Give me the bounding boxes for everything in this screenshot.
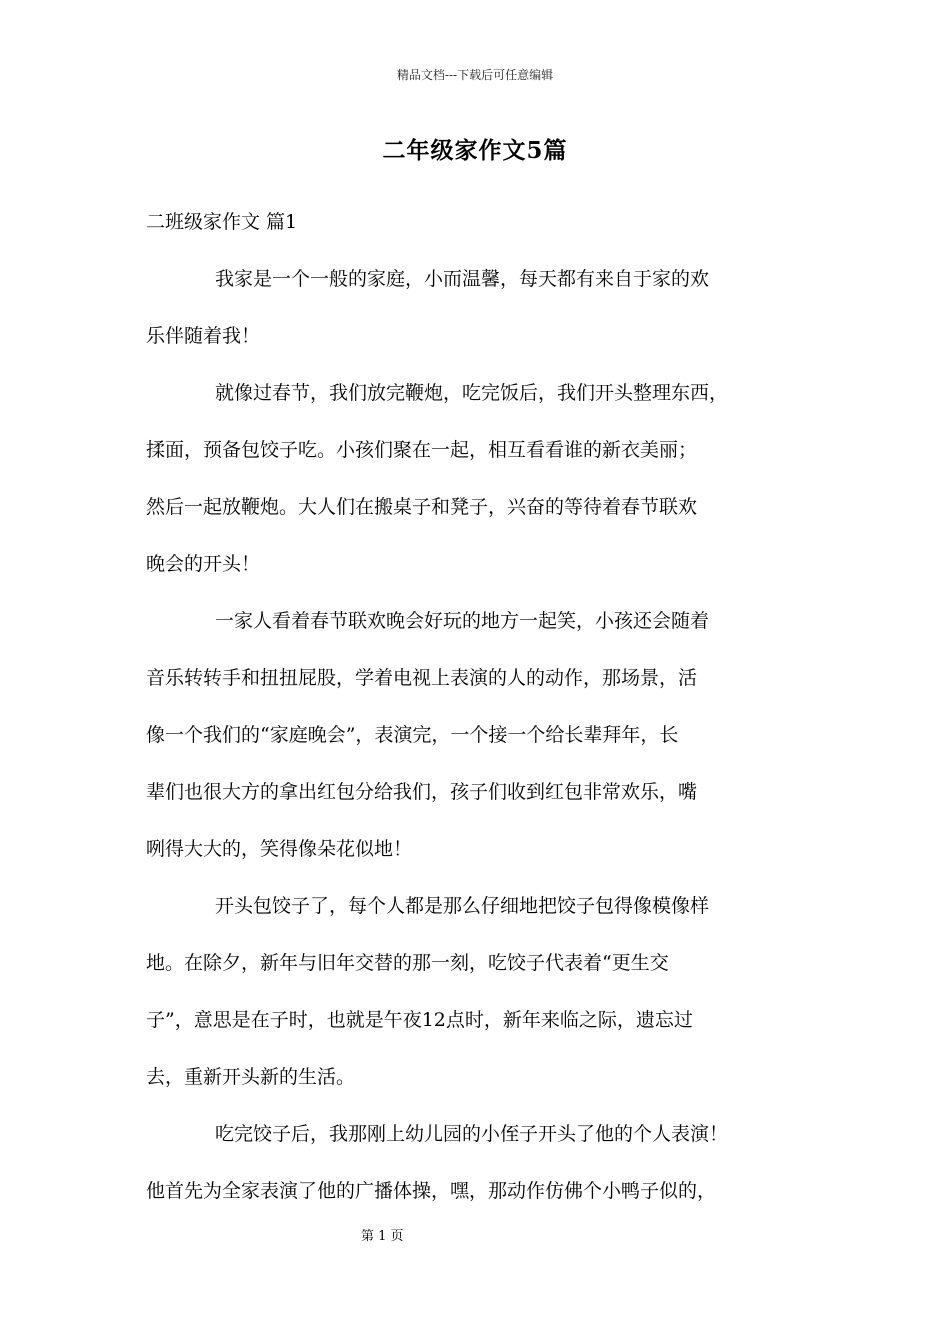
paragraph-3-line-3: 像一个我们的“家庭晚会”，表演完，一个接一个给长辈拜年，长 (146, 724, 679, 746)
page-number: 第 1 页 (361, 1229, 404, 1244)
paragraph-4-line-1: 开头包饺子了，每个人都是那么仔细地把饺子包得像模像样 (215, 895, 710, 917)
paragraph-1-line-2: 乐伴随着我！ (146, 325, 261, 347)
paragraph-3-line-1: 一家人看着春节联欢晚会好玩的地方一起笑，小孩还会随着 (215, 610, 710, 632)
paragraph-3-line-4: 辈们也很大方的拿出红包分给我们，孩子们收到红包非常欢乐，嘴 (146, 781, 698, 803)
paragraph-5-line-2: 他首先为全家表演了他的广播体操，嘿，那动作仿佛个小鸭子似的， (146, 1180, 717, 1202)
page-title: 二年级家作文5篇 (382, 137, 568, 164)
paragraph-4-line-3: 子”，意思是在子时，也就是午夜12点时，新年来临之际，遗忘过 (146, 1009, 693, 1031)
paragraph-3-line-5: 咧得大大的，笑得像朵花似地！ (146, 838, 413, 860)
header-note: 精品文档---下载后可任意编辑 (396, 68, 554, 82)
paragraph-2-line-3: 然后一起放鞭炮。大人们在搬桌子和凳子，兴奋的等待着春节联欢 (146, 496, 698, 518)
paragraph-2-line-4: 晚会的开头！ (146, 553, 261, 575)
paragraph-2-line-2: 揉面，预备包饺子吃。小孩们聚在一起，相互看看谁的新衣美丽； (146, 439, 698, 461)
paragraph-2-line-1: 就像过春节，我们放完鞭炮，吃完饭后，我们开头整理东西， (215, 382, 729, 404)
paragraph-5-line-1: 吃完饺子后，我那刚上幼儿园的小侄子开头了他的个人表演！ (215, 1123, 729, 1145)
paragraph-3-line-2: 音乐转转手和扭扭屁股，学着电视上表演的人的动作，那场景，活 (146, 667, 698, 689)
paragraph-1-line-1: 我家是一个一般的家庭，小而温馨，每天都有来自于家的欢 (215, 268, 710, 290)
section-heading: 二班级家作文 篇1 (146, 211, 298, 233)
paragraph-4-line-4: 去，重新开头新的生活。 (146, 1066, 356, 1088)
paragraph-4-line-2: 地。在除夕，新年与旧年交替的那一刻，吃饺子代表着“更生交 (146, 952, 669, 974)
